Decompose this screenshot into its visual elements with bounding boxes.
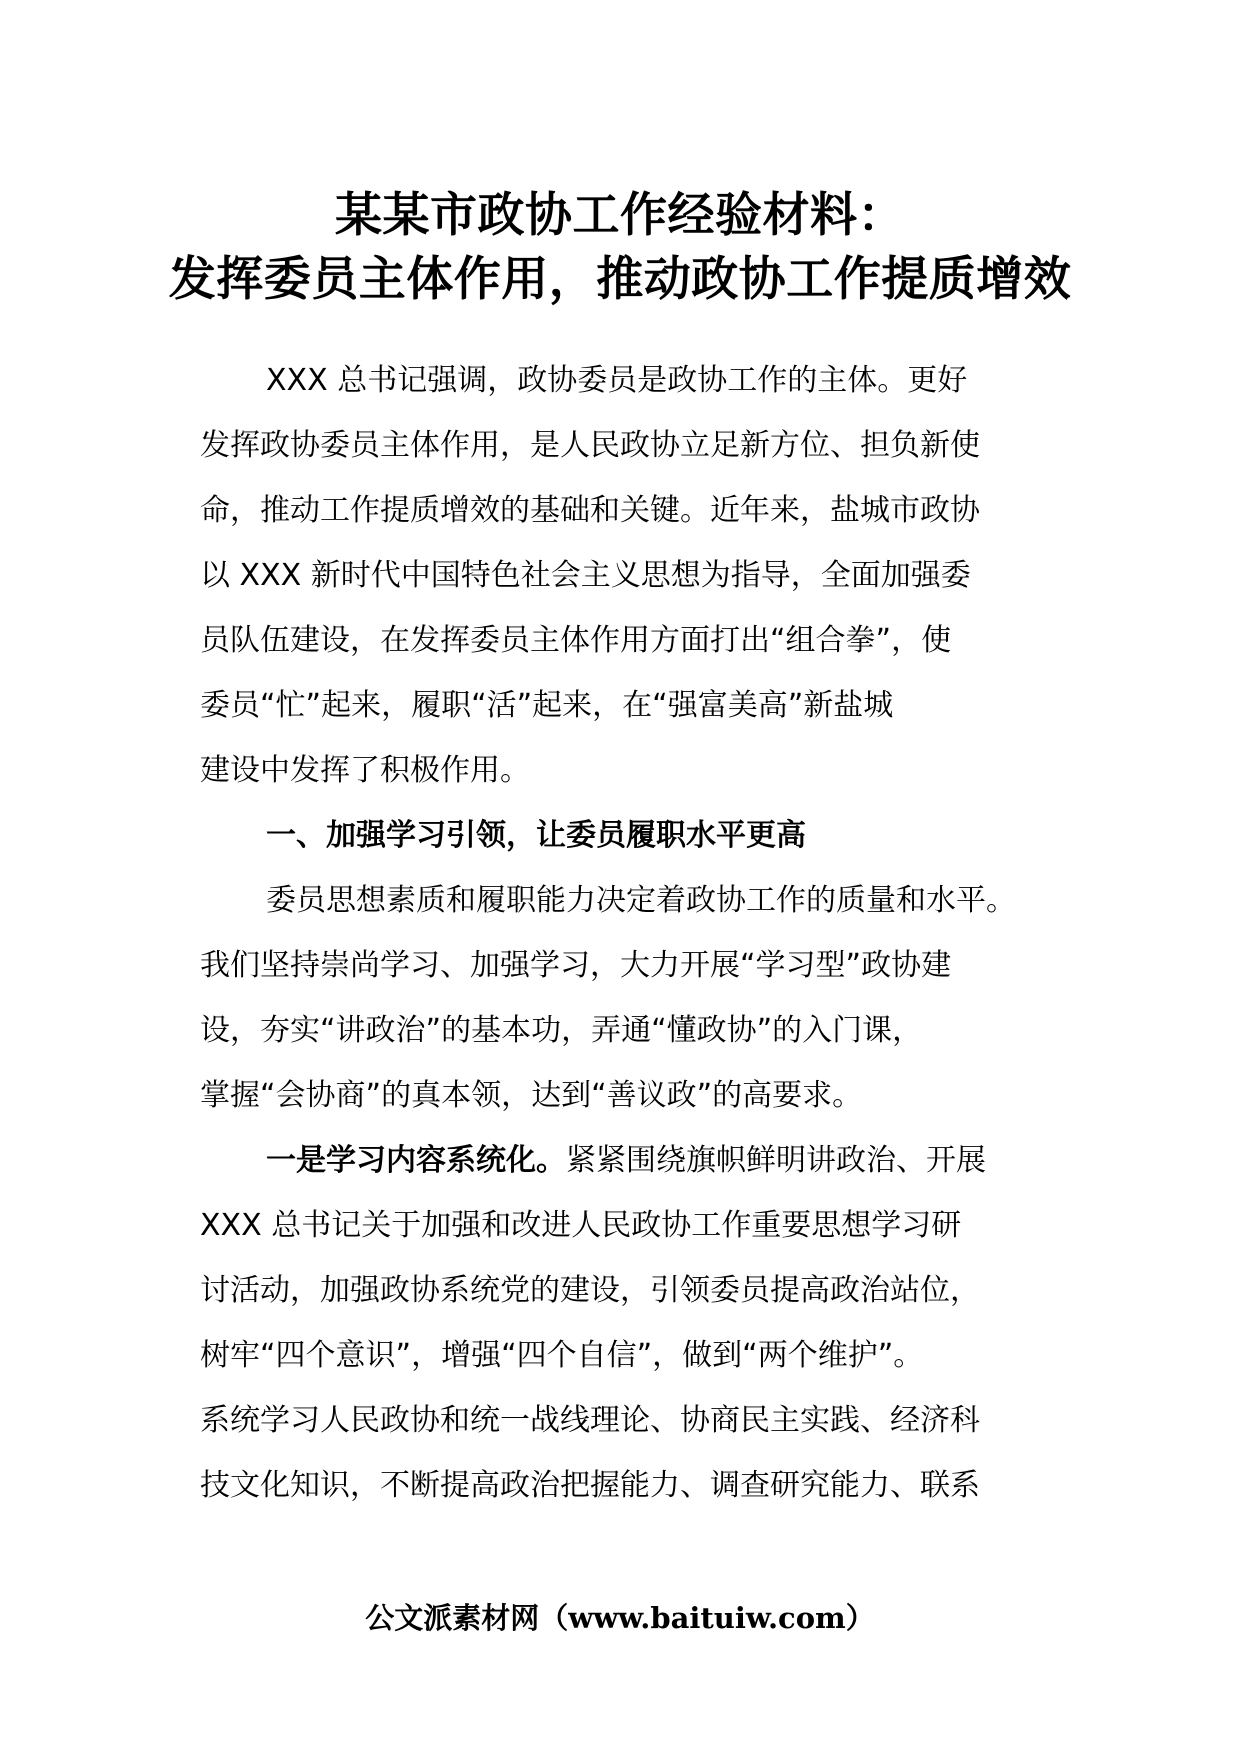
- point1-first-rest: 紧紧围绕旗帜鲜明讲政治、开展: [566, 1143, 986, 1178]
- text-line: 讨活动，加强政协系统党的建设，引领委员提高政治站位，: [200, 1273, 980, 1308]
- text-line: 委员“忙”起来，履职“活”起来，在“强富美高”新盐城: [200, 688, 894, 723]
- text-line: 建设中发挥了积极作用。: [200, 753, 530, 788]
- text-line: 员队伍建设，在发挥委员主体作用方面打出“组合拳”，使: [200, 623, 952, 658]
- point1-paragraph: [200, 1128, 1080, 1518]
- text-line: 我们坚持崇尚学习、加强学习，大力开展“学习型”政协建: [200, 948, 952, 983]
- text-line: 委员思想素质和履职能力决定着政协工作的质量和水平。: [266, 883, 1016, 918]
- title-line-2: 发挥委员主体作用，推动政协工作提质增效: [168, 252, 1072, 307]
- text-line: 发挥政协委员主体作用，是人民政协立足新方位、担负新使: [200, 428, 980, 463]
- text-line: XXX 总书记关于加强和改进人民政协工作重要思想学习研: [200, 1208, 962, 1243]
- title-line-1: 某某市政协工作经验材料：: [335, 188, 905, 243]
- document-title: [0, 184, 1240, 312]
- text-line: XXX 总书记强调，政协委员是政协工作的主体。更好: [266, 363, 968, 398]
- text-line: 设，夯实“讲政治”的基本功，弄通“懂政协”的入门课，: [200, 1013, 923, 1048]
- section-heading-1: 一、加强学习引领，让委员履职水平更高: [266, 818, 806, 853]
- section1-paragraph: [200, 868, 1080, 1128]
- text-line: 系统学习人民政协和统一战线理论、协商民主实践、经济科: [200, 1403, 980, 1438]
- intro-paragraph: [200, 348, 1080, 803]
- text-line: 掌握“会协商”的真本领，达到“善议政”的高要求。: [200, 1078, 863, 1113]
- text-line: 命，推动工作提质增效的基础和关键。近年来，盐城市政协: [200, 493, 980, 528]
- document-body: [200, 348, 1080, 1518]
- text-line: 树牢“四个意识”，增强“四个自信”，做到“两个维护”。: [200, 1338, 924, 1373]
- footer-watermark: 公文派素材网（www.baituiw.com）: [365, 1601, 875, 1635]
- text-line: 以 XXX 新时代中国特色社会主义思想为指导，全面加强委: [200, 558, 971, 593]
- point1-first-line: [200, 1128, 1080, 1193]
- point1-lead: 一是学习内容系统化。: [266, 1143, 566, 1178]
- text-line: 技文化知识，不断提高政治把握能力、调查研究能力、联系: [200, 1468, 980, 1503]
